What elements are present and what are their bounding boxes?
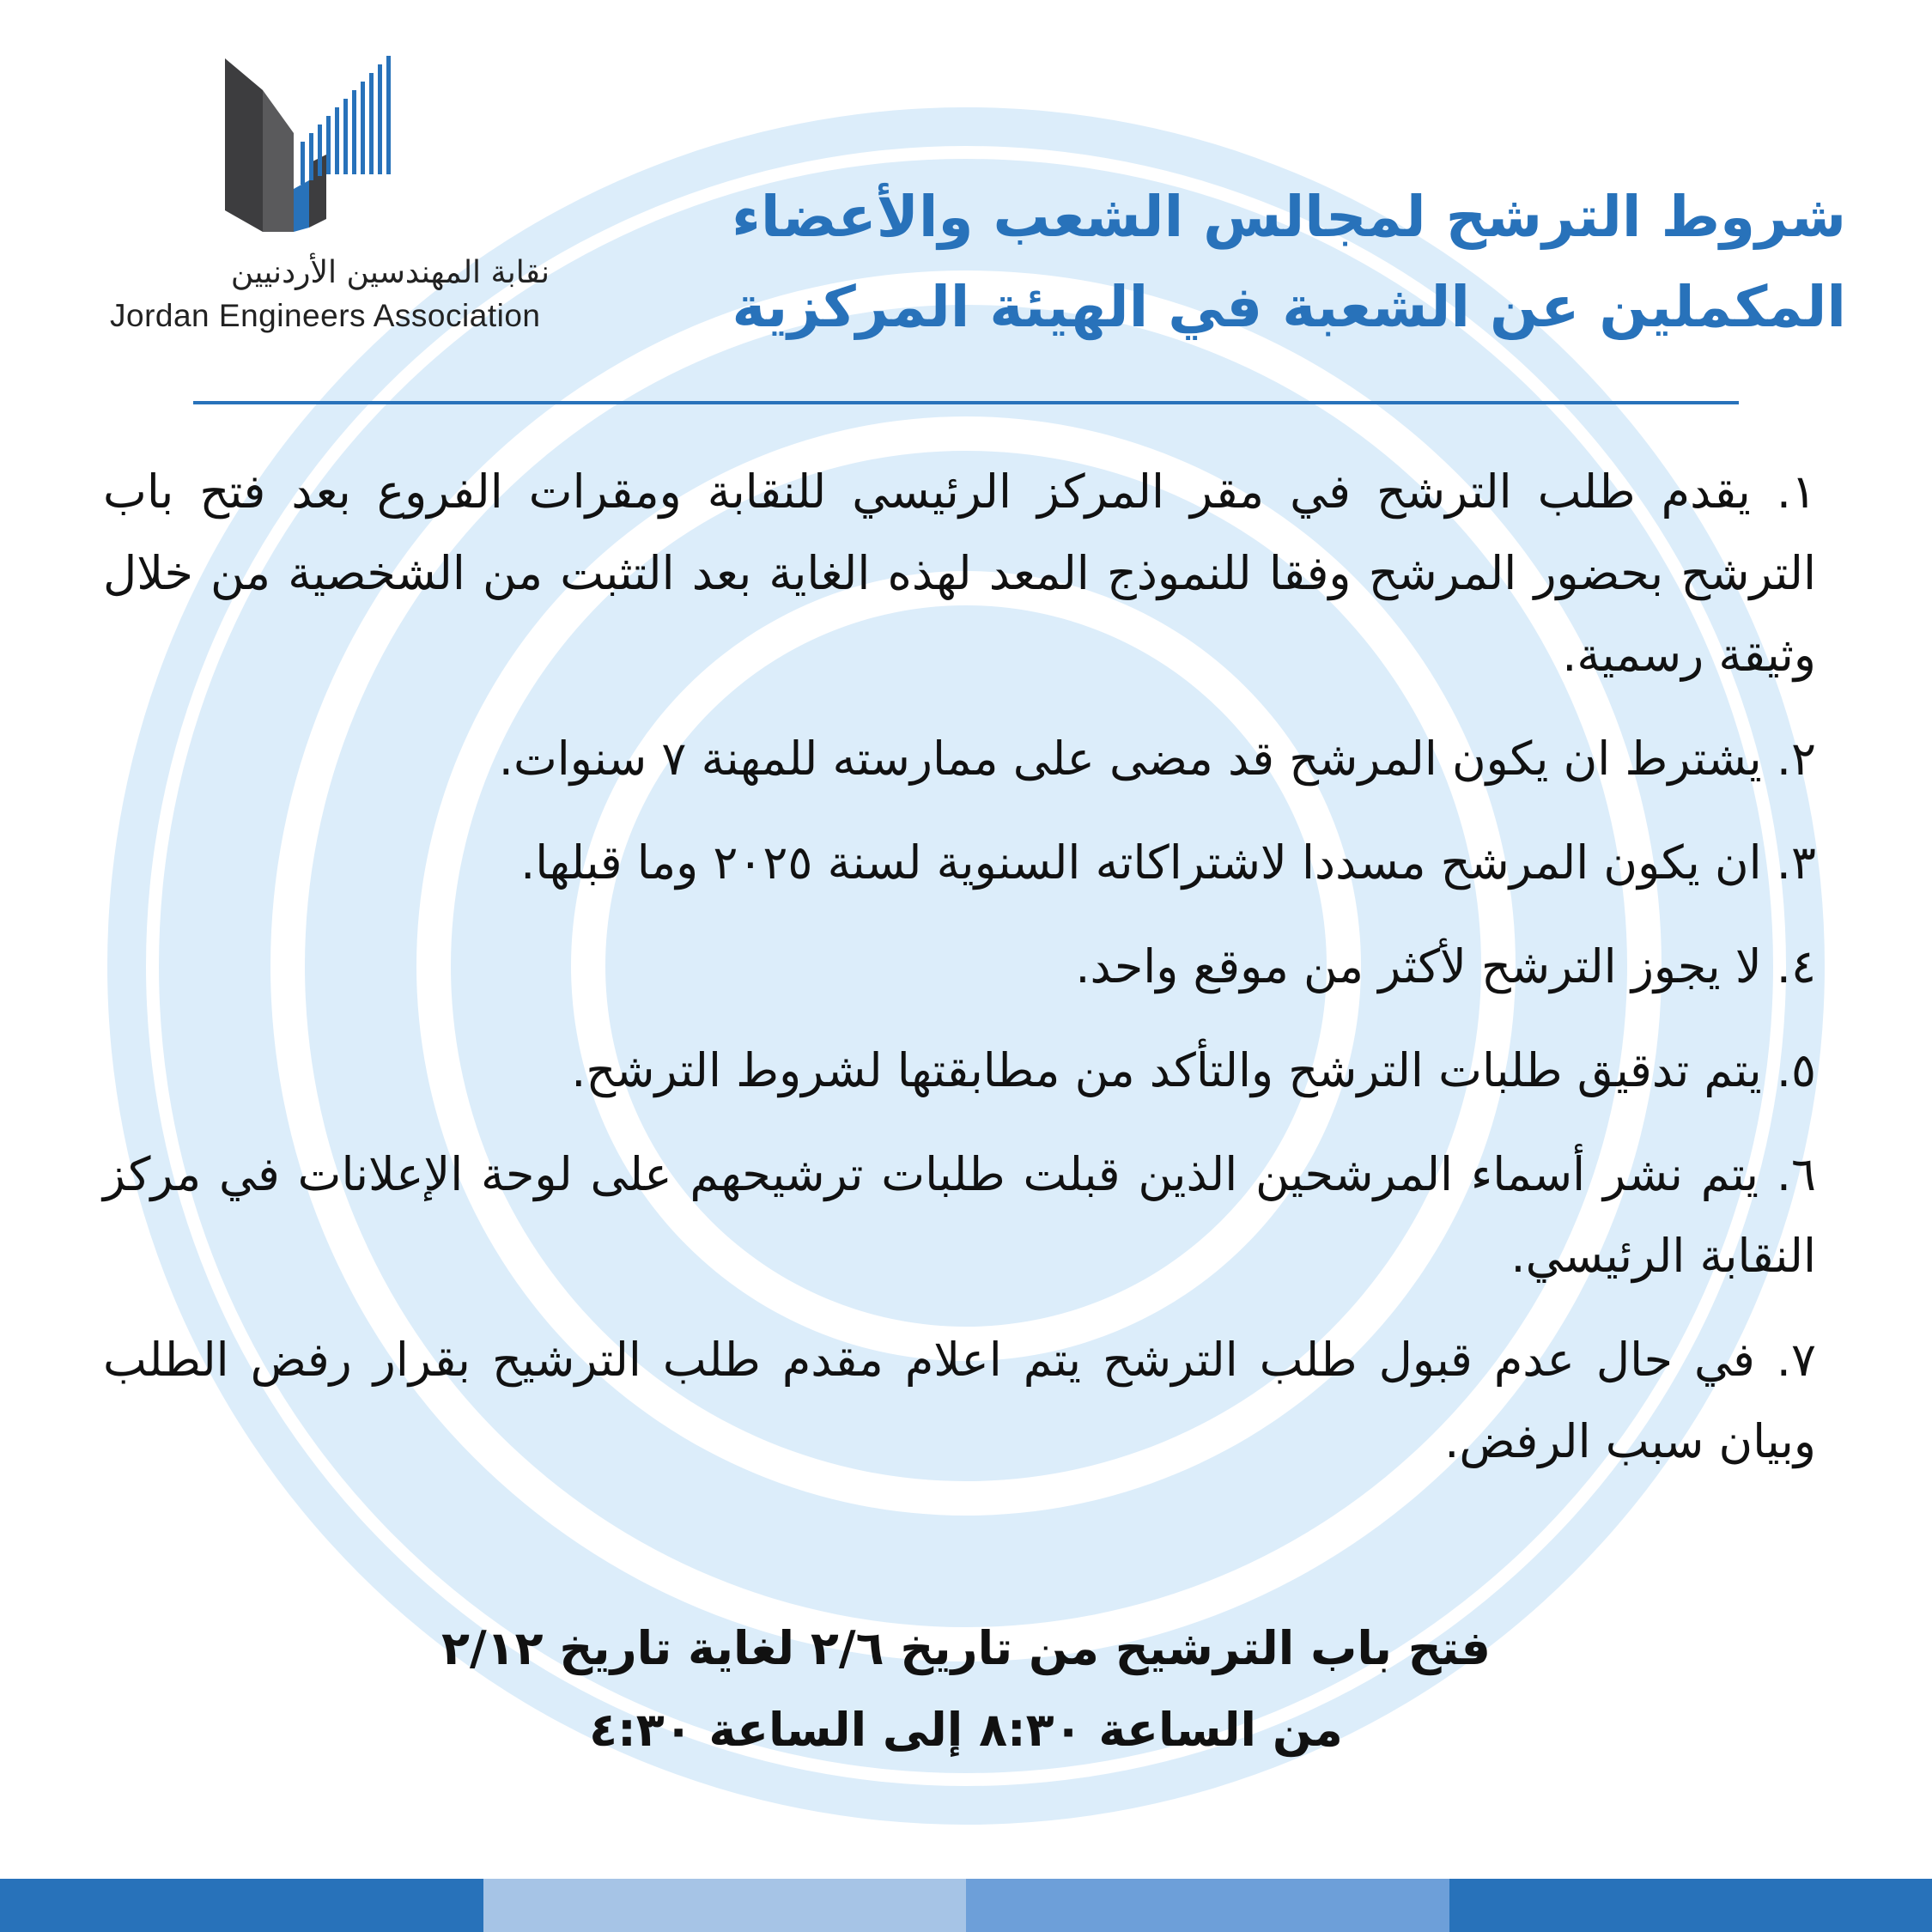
condition-item-7: ٧. في حال عدم قبول طلب الترشح يتم اعلام مقدم طلب الترشيح بقرار رفض الطلب وبيان سبب الرفض. bbox=[103, 1333, 1816, 1468]
bottom-bar-segment bbox=[0, 1879, 483, 1932]
logo-name-arabic: نقابة المهندسين الأردنيين bbox=[230, 255, 550, 290]
title-divider bbox=[193, 401, 1739, 404]
nomination-hours: من الساعة ٨:٣٠ إلى الساعة ٤:٣٠ bbox=[589, 1703, 1343, 1757]
jea-logo bbox=[103, 52, 550, 343]
condition-item-5: ٥. يتم تدقيق طلبات الترشح والتأكد من مطابقتها لشروط الترشح. bbox=[571, 1043, 1816, 1097]
bottom-bar-segment bbox=[483, 1879, 967, 1932]
nomination-period bbox=[172, 1607, 1760, 1771]
logo-name-english: Jordan Engineers Association bbox=[110, 298, 541, 333]
bottom-bar-segment bbox=[966, 1879, 1449, 1932]
bottom-bar-segment bbox=[1449, 1879, 1932, 1932]
condition-item-1: ١. يقدم طلب الترشح في مقر المركز الرئيسي للنقابة ومقرات الفروع بعد فتح باب الترشح بحضور المرشح وفقا للنموذج المعد لهذه الغاية بعد التثبت من الشخصية من خلال وثيقة رسمية. bbox=[103, 465, 1816, 682]
condition-item-2: ٢. يشترط ان يكون المرشح قد مضى على ممارسته للمهنة ٧ سنوات. bbox=[498, 732, 1816, 786]
bottom-color-bar bbox=[0, 1879, 1932, 1932]
condition-item-6: ٦. يتم نشر أسماء المرشحين الذين قبلت طلبات ترشيحهم على لوحة الإعلانات في مركز النقابة الرئيسي. bbox=[103, 1147, 1816, 1283]
title-line-2: المكملين عن الشعبة في الهيئة المركزية bbox=[732, 274, 1846, 340]
jea-logo-mark-icon bbox=[215, 52, 438, 236]
page-title bbox=[558, 172, 1846, 352]
conditions-list bbox=[103, 451, 1816, 1504]
condition-item-4: ٤. لا يجوز الترشح لأكثر من موقع واحد. bbox=[1075, 939, 1816, 993]
nomination-dates: فتح باب الترشيح من تاريخ ٢/٦ لغاية تاريخ ٢/١٢ bbox=[440, 1621, 1492, 1675]
condition-item-3: ٣. ان يكون المرشح مسددا لاشتراكاته السنوية لسنة ٢٠٢٥ وما قبلها. bbox=[520, 835, 1816, 890]
title-line-1: شروط الترشح لمجالس الشعب والأعضاء bbox=[732, 184, 1846, 250]
